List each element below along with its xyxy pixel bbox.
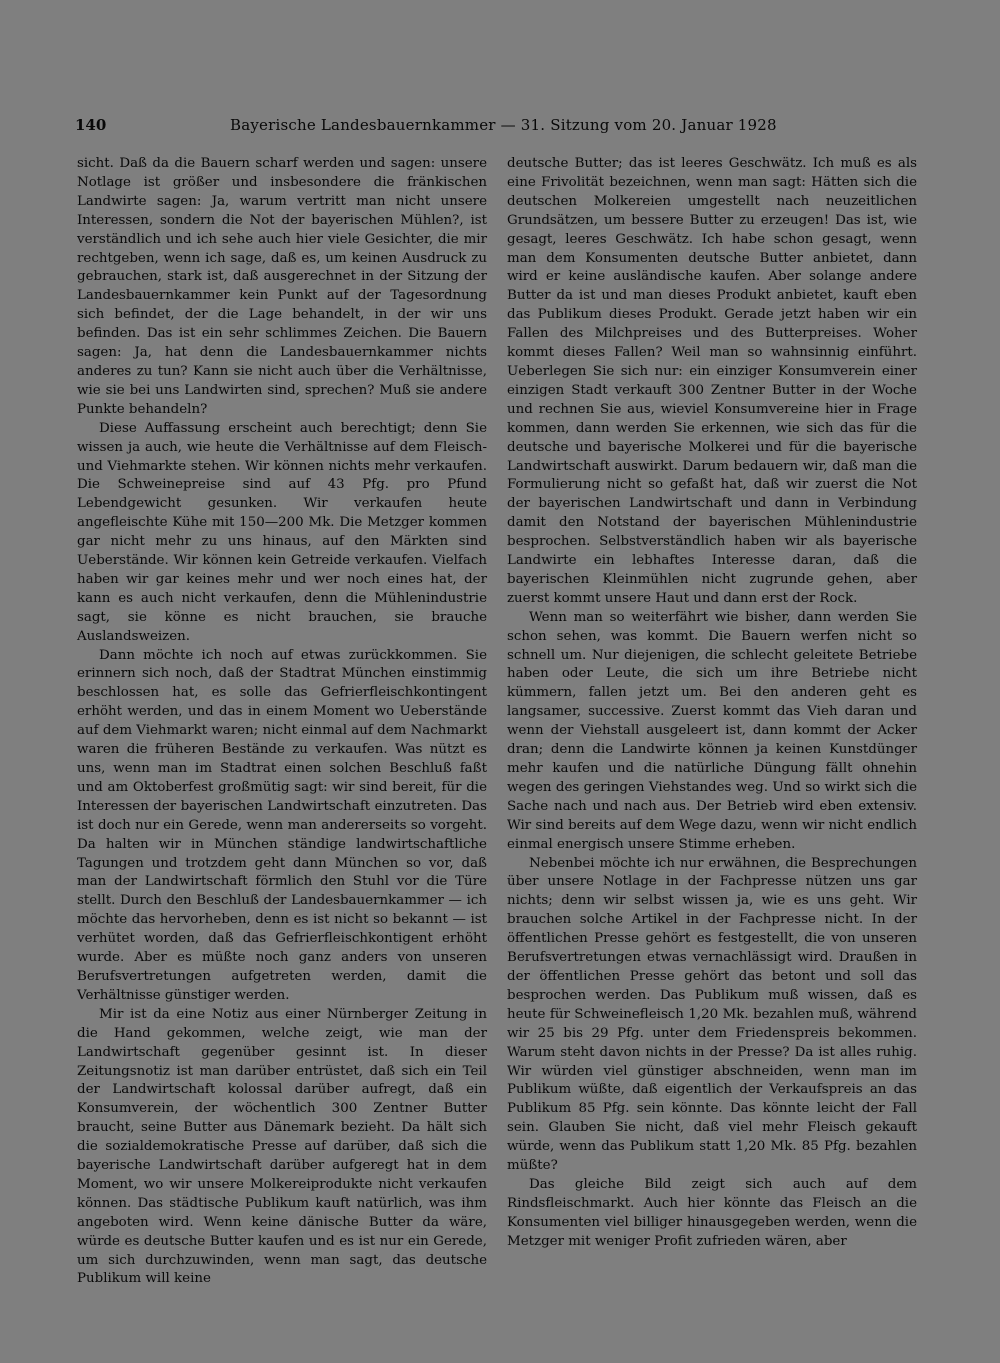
running-title: Bayerische Landesbauernkammer — 31. Sitzung vom 20. Januar 1928	[230, 116, 777, 134]
left-column	[77, 155, 487, 1289]
paragraph: sicht. Daß da die Bauern scharf werden und sagen: unsere Notlage ist größer und insbesondere die fränkischen Landwirte sagen: Ja, warum vertritt man nicht unsere Interessen, sondern die Not der bayerischen Mühlen?, ist verständlich und ich sehe auch hier viele Gesichter, die mir rechtgeben, wenn ich sage, daß es, um keinen Ausdruck zu gebrauchen, stark ist, daß ausgerechnet in der Sitzung der Landesbauernkammer kein Punkt auf der Tagesordnung sich befindet, der die Lage behandelt, in der wir uns befinden. Das ist ein sehr schlimmes Zeichen. Die Bauern sagen: Ja, hat denn die Landesbauernkammer nichts anderes zu tun? Kann sie nicht auch über die Verhältnisse, wie sie bei uns Landwirten sind, sprechen? Muß sie andere Punkte behandeln?	[77, 156, 487, 417]
paragraph: Diese Auffassung erscheint auch berechtigt; denn Sie wissen ja auch, wie heute die Verhältnisse auf dem Fleisch- und Viehmarkte stehen. Wir können nichts mehr verkaufen. Die Schweinepreise sind auf 43 Pfg. pro Pfund Lebendgewicht gesunken. Wir verkaufen heute angefleischte Kühe mit 150—200 Mk. Die Metzger kommen gar nicht mehr zu uns hinaus, auf den Märkten sind Ueberstände. Wir können kein Getreide verkaufen. Vielfach haben wir gar keines mehr und wer noch eines hat, der kann es auch nicht verkaufen, denn die Mühlenindustrie sagt, sie könne es nicht brauchen, sie brauche Auslandsweizen.	[77, 420, 487, 644]
paragraph: Mir ist da eine Notiz aus einer Nürnberger Zeitung in die Hand gekommen, welche zeigt, wie man der Landwirtschaft gegenüber gesinnt ist. In dieser Zeitungsnotiz ist man darüber entrüstet, daß sich ein Teil der Landwirtschaft kolossal darüber aufregt, daß ein Konsumverein, der wöchentlich 300 Zentner Butter braucht, seine Butter aus Dänemark bezieht. Da hält sich die sozialdemokratische Presse auf darüber, daß sich die bayerische Landwirtschaft darüber aufgeregt hat in dem Moment, wo wir unsere Molkereiprodukte nicht verkaufen können. Das städtische Publikum kauft natürlich, was ihm angeboten wird. Wenn keine dänische Butter da wäre, würde es deutsche Butter kaufen und es ist nur ein Gerede, um sich durchzuwinden, wenn man sagt, das deutsche Publikum will keine	[77, 1006, 487, 1287]
right-column	[507, 155, 917, 1252]
paragraph: Wenn man so weiterfährt wie bisher, dann werden Sie schon sehen, was kommt. Die Bauern werfen nicht so schnell um. Nur diejenigen, die schlecht geleitete Betriebe haben oder Leute, die sich um ihre Betriebe nicht kümmern, fallen jetzt um. Bei den anderen geht es langsamer, successive. Zuerst kommt das Vieh daran und wenn der Viehstall ausgeleert ist, dann kommt der Acker dran; denn die Landwirte können ja keinen Kunstdünger mehr kaufen und die natürliche Düngung fällt ohnehin wegen des geringen Viehstandes weg. Und so wirkt sich die Sache nach und nach aus. Der Betrieb wird eben extensiv. Wir sind bereits auf dem Wege dazu, wenn wir nicht endlich einmal energisch unsere Stimme erheben.	[507, 609, 917, 852]
page-header	[75, 116, 925, 144]
paragraph: Nebenbei möchte ich nur erwähnen, die Besprechungen über unsere Notlage in der Fachpresse nützen uns gar nichts; denn wir selbst wissen ja, wie es uns geht. Wir brauchen solche Artikel in der Fachpresse nicht. In der öffentlichen Presse gehört es festgestellt, die von unseren Berufsvertretungen etwas vernachlässigt wird. Draußen in der öffentlichen Presse gehört das betont und soll das besprochen werden. Das Publikum muß wissen, daß es heute für Schweinefleisch 1,20 Mk. bezahlen muß, während wir 25 bis 29 Pfg. unter dem Friedenspreis bekommen. Warum steht davon nichts in der Presse? Da ist alles ruhig. Wir würden viel günstiger abschneiden, wenn man im Publikum wüßte, daß eigentlich der Verkaufspreis an das Publikum 85 Pfg. sein könnte. Das könnte leicht der Fall sein. Glauben Sie nicht, daß viel mehr Fleisch gekauft würde, wenn das Publikum statt 1,20 Mk. 85 Pfg. bezahlen müßte?	[507, 855, 917, 1174]
paragraph: deutsche Butter; das ist leeres Geschwätz. Ich muß es als eine Frivolität bezeichnen, wenn man sagt: Hätten sich die deutschen Molkereien umgestellt nach neuzeitlichen Grundsätzen, um bessere Butter zu erzeugen! Das ist, wie gesagt, leeres Geschwätz. Ich habe schon gesagt, wenn man dem Konsumenten deutsche Butter anbietet, dann wird er keine ausländische kaufen. Aber solange andere Butter da ist und man dieses Produkt anbietet, kauft eben das Publikum dieses Produkt. Gerade jetzt haben wir ein Fallen des Milchpreises und des Butterpreises. Woher kommt dieses Fallen? Weil man so wahnsinnig einführt. Ueberlegen Sie sich nur: ein einziger Konsumverein einer einzigen Stadt verkauft 300 Zentner Butter in der Woche und rechnen Sie aus, wieviel Konsumvereine hier in Frage kommen, dann werden Sie erkennen, wie sich das für die deutsche und bayerische Molkerei und für die bayerische Landwirtschaft auswirkt. Darum bedauern wir, daß man die Formulierung nicht so gefaßt hat, daß wir zuerst die Not der bayerischen Landwirtschaft und dann in Verbindung damit den Notstand der bayerischen Mühlenindustrie besprochen. Selbstverständlich haben wir als bayerische Landwirte ein lebhaftes Interesse daran, daß die bayerischen Kleinmühlen nicht zugrunde gehen, aber zuerst kommt unsere Haut und dann erst der Rock.	[507, 156, 917, 606]
paragraph: Das gleiche Bild zeigt sich auch auf dem Rindsfleischmarkt. Auch hier könnte das Fleisch an die Konsumenten viel billiger hinausgegeben werden, wenn die Metzger mit weniger Profit zufrieden wären, aber	[507, 1176, 917, 1249]
paragraph: Dann möchte ich noch auf etwas zurückkommen. Sie erinnern sich noch, daß der Stadtrat München einstimmig beschlossen hat, es solle das Gefrierfleischkontingent erhöht werden, und das in einem Moment wo Ueberstände auf dem Viehmarkt waren; nicht einmal auf dem Nachmarkt waren die früheren Bestände zu verkaufen. Was nützt es uns, wenn man im Stadtrat einen solchen Beschluß faßt und am Oktoberfest großmütig sagt: wir sind bereit, für die Interessen der bayerischen Landwirtschaft einzutreten. Das ist doch nur ein Gerede, wenn man andererseits so vorgeht. Da halten wir in München ständige landwirtschaftliche Tagungen und trotzdem geht dann München so vor, daß man der Landwirtschaft förmlich den Stuhl vor die Türe stellt. Durch den Beschluß der Landesbauernkammer — ich möchte das hervorheben, denn es ist nicht so bekannt — ist verhütet worden, daß das Gefrierfleischkontigent erhöht wurde. Aber es müßte noch ganz anders von unseren Berufsvertretungen aufgetreten werden, damit die Verhältnisse günstiger werden.	[77, 647, 487, 1003]
page-number: 140	[75, 116, 107, 134]
